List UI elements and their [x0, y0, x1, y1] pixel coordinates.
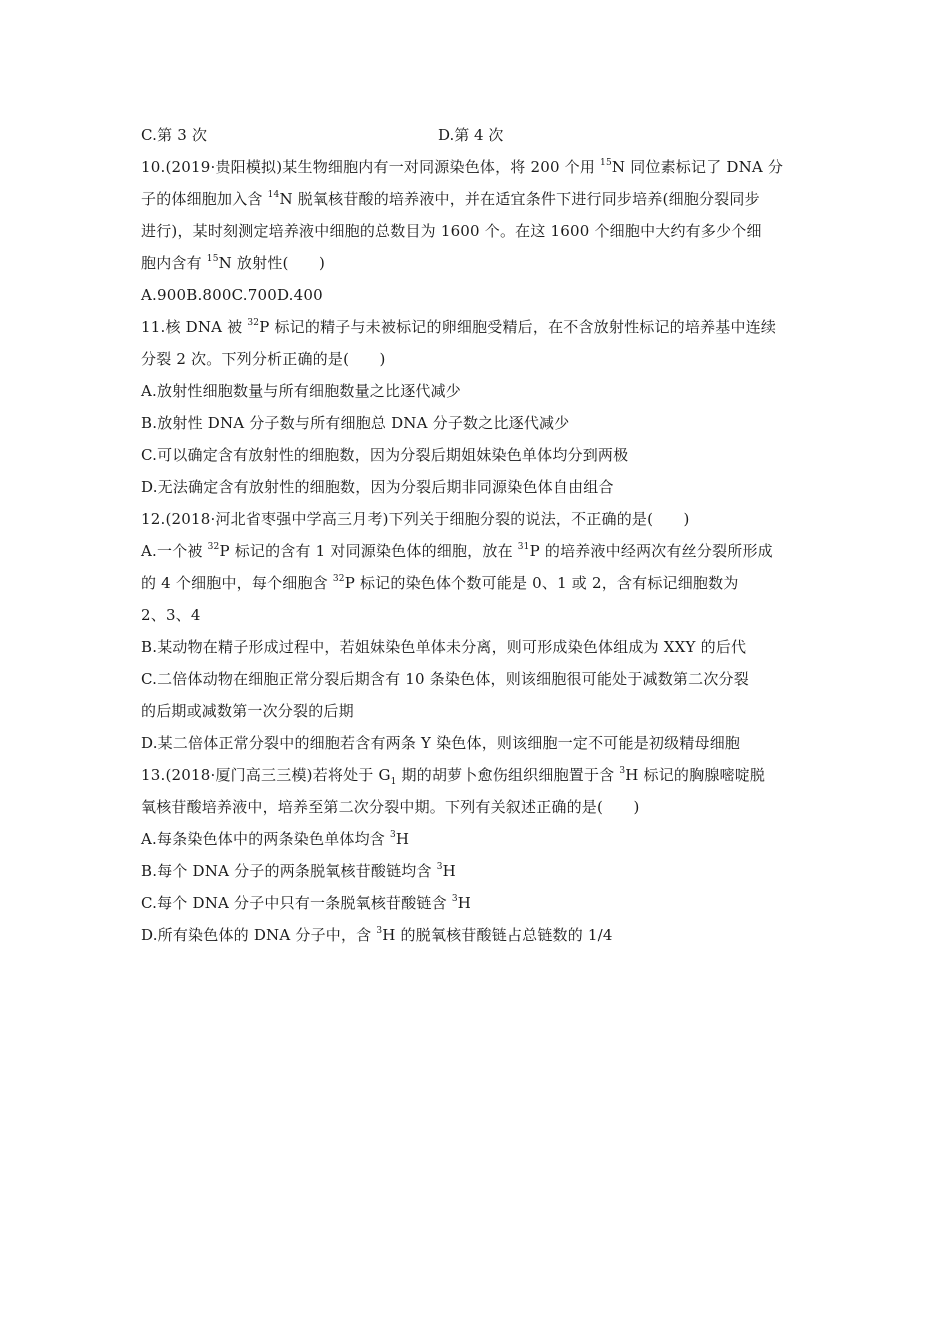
q12-option-c-1: C.二倍体动物在细胞正常分裂后期含有 10 条染色体，则该细胞很可能处于减数第二次分裂 — [141, 670, 749, 688]
q10-options: A.900B.800C.700D.400 — [141, 286, 323, 304]
q12-option-a-1: A.一个被 $^{32}$P 标记的含有 1 对同源染色体的细胞，放在 $^{31}$P 的培养液中经两次有丝分裂所形成 — [141, 542, 773, 560]
q11-line-2: 分裂 2 次。下列分析正确的是( ) — [141, 350, 386, 368]
q10-line-1: 10.(2019·贵阳模拟)某生物细胞内有一对同源染色体，将 200 个用 $^{15}$N 同位素标记了 DNA 分 — [141, 158, 784, 176]
q13-option-c: C.每个 DNA 分子中只有一条脱氧核苷酸链含 $^3$H — [141, 894, 472, 912]
q12-option-b: B.某动物在精子形成过程中，若姐妹染色单体未分离，则可形成染色体组成为 XXY 的后代 — [141, 638, 747, 656]
q12-option-a-2: 的 4 个细胞中，每个细胞含 $^{32}$P 标记的染色体个数可能是 0、1 或 2，含有标记细胞数为 — [141, 574, 739, 592]
q10-line-2: 子的体细胞加入含 $^{14}$N 脱氧核苷酸的培养液中，并在适宜条件下进行同步培养(细胞分裂同步 — [141, 190, 760, 208]
q13-option-b: B.每个 DNA 分子的两条脱氧核苷酸链均含 $^3$H — [141, 862, 456, 880]
q13-line-2: 氧核苷酸培养液中，培养至第二次分裂中期。下列有关叙述正确的是( ) — [141, 798, 640, 816]
q9-option-c: C.第 3 次 — [141, 126, 208, 144]
q10-line-4: 胞内含有 $^{15}$N 放射性( ) — [141, 254, 326, 272]
q9-option-d: D.第 4 次 — [438, 126, 504, 144]
q13-line-1: 13.(2018·厦门高三三模)若将处于 $G_1$ 期的胡萝卜愈伤组织细胞置于含 $^3$H 标记的胸腺嘧啶脱 — [141, 766, 766, 787]
q10-line-3: 进行)，某时刻测定培养液中细胞的总数目为 1600 个。在这 1600 个细胞中大约有多少个细 — [141, 222, 762, 240]
q12-option-a-3: 2、3、4 — [141, 606, 201, 624]
q11-line-1: 11.核 DNA 被 $^{32}$P 标记的精子与未被标记的卵细胞受精后，在不含放射性标记的培养基中连续 — [141, 318, 777, 336]
q11-option-b: B.放射性 DNA 分子数与所有细胞总 DNA 分子数之比逐代减少 — [141, 414, 570, 432]
q13-option-a: A.每条染色体中的两条染色单体均含 $^3$H — [141, 830, 410, 848]
q12-option-c-2: 的后期或减数第一次分裂的后期 — [141, 702, 354, 720]
q13-option-d: D.所有染色体的 DNA 分子中，含 $^3$H 的脱氧核苷酸链占总链数的 1/4 — [141, 926, 613, 944]
q11-option-a: A.放射性细胞数量与所有细胞数量之比逐代减少 — [141, 382, 462, 400]
q12-option-d: D.某二倍体正常分裂中的细胞若含有两条 Y 染色体，则该细胞一定不可能是初级精母细胞 — [141, 734, 741, 752]
q11-option-c: C.可以确定含有放射性的细胞数，因为分裂后期姐妹染色单体均分到两极 — [141, 446, 629, 464]
q11-option-d: D.无法确定含有放射性的细胞数，因为分裂后期非同源染色体自由组合 — [141, 478, 614, 496]
q12-line-1: 12.(2018·河北省枣强中学高三月考)下列关于细胞分裂的说法，不正确的是( ) — [141, 510, 690, 528]
